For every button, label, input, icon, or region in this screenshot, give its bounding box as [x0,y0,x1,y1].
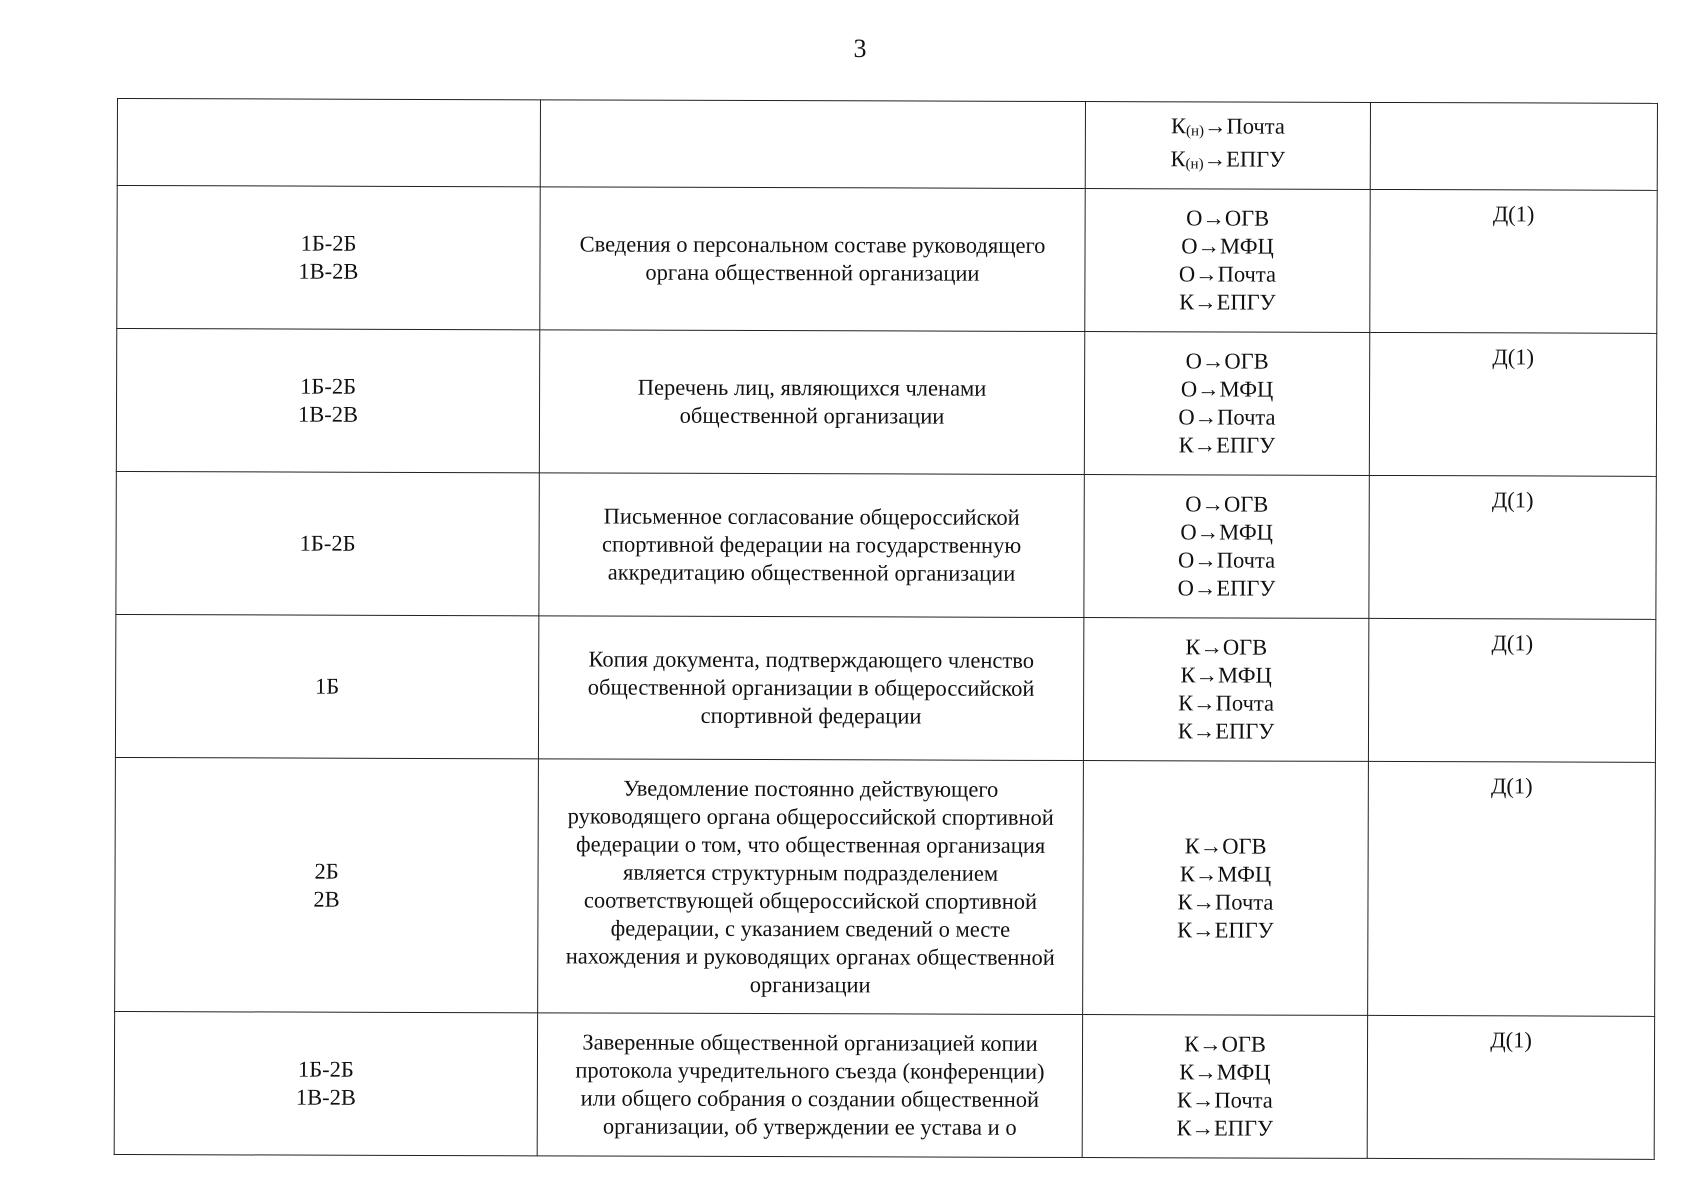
category-code: 1Б-2Б [300,373,357,399]
document-text-line: общественной организации в общероссийской [587,674,1035,701]
document-text-line: Заверенные общественной организацией копии [582,1029,1038,1056]
submission-method: О→Почта [1178,261,1277,287]
table-row [117,99,1657,191]
category-code: 1Б-2Б [300,230,357,256]
document-name-cell [537,1013,1082,1158]
requirement-cell: Д(1) [1369,332,1656,476]
document-name-cell [539,330,1084,475]
submission-method: К→ЕПГУ [1177,916,1274,943]
document-name-cell [538,616,1083,761]
document-text-line: Перечень лиц, являющихся членами [637,374,987,401]
submission-method: К→Почта [1178,690,1275,716]
documents-table [114,98,1658,1160]
submission-methods-cell [1083,618,1368,762]
submission-method: К→ОГВ [1184,832,1267,859]
document-name-cell [538,759,1084,1015]
document-text-line: протокола учредительного съезда (конференции) [575,1057,1045,1084]
submission-method: О→ОГВ [1185,348,1269,374]
submission-method: К→МФЦ [1180,662,1272,688]
document-text-line: организации [749,971,871,997]
submission-methods-cell [1084,475,1369,619]
submission-method: К→ЕПГУ [1177,718,1275,744]
document-name-cell [540,100,1085,189]
submission-methods-cell [1083,761,1369,1016]
submission-method: К→ОГВ [1185,634,1268,660]
document-text-line: или общего собрания о создании общественной [580,1085,1040,1112]
submission-method: К→МФЦ [1179,1059,1271,1085]
document-text-line: организации, об утверждении ее устава и о [602,1113,1017,1140]
submission-method: О→МФЦ [1180,519,1273,545]
document-text-line: Уведомление постоянно действующего [623,775,999,802]
document-text-line: Копия документа, подтверждающего членство [588,646,1035,673]
document-text-line: руководящего органа общероссийской спортивной [567,802,1054,830]
category-code: 2Б [314,858,339,884]
submission-method: О→ОГВ [1185,491,1269,517]
document-text-line: органа общественной организации [645,259,980,286]
document-name-cell [540,187,1085,332]
submission-method: К→ОГВ [1184,1031,1266,1057]
category-code: 1Б-2Б [299,530,356,556]
submission-method: К(н)→ЕПГУ [1170,146,1286,173]
requirement-cell [1370,102,1657,190]
table-row [115,614,1655,762]
table-row [114,1011,1654,1159]
document-text-line: спортивной федерации [700,702,922,729]
submission-methods-cell [1084,332,1369,476]
document-text-line: общественной организации [679,402,945,429]
submission-method: К→ЕПГУ [1178,432,1276,458]
document-text-line: соответствующей общероссийской спортивной [583,886,1038,914]
submission-methods-cell [1085,102,1370,190]
document-name-cell [539,473,1084,618]
category-code: 1В-2В [295,1084,356,1110]
submission-method: К→Почта [1176,1087,1273,1113]
submission-methods-cell [1085,189,1370,333]
applicant-category-cell [115,757,539,1012]
requirement-cell: Д(1) [1368,761,1656,1016]
submission-methods-cell [1082,1015,1367,1159]
document-text-line: аккредитацию общественной организации [607,559,1016,586]
applicant-category-cell [117,99,540,187]
table-row [116,329,1656,477]
submission-method: О→МФЦ [1181,233,1274,259]
requirement-cell: Д(1) [1368,618,1655,762]
category-code: 1Б-2Б [297,1056,354,1082]
category-code: 1Б [315,673,340,699]
category-code: 1В-2В [298,258,359,284]
document-text-line: нахождения и руководящих органах общественной [565,942,1055,970]
submission-method: К(н)→Почта [1170,113,1285,140]
submission-method: О→ОГВ [1186,205,1270,231]
submission-method: О→Почта [1178,404,1276,430]
applicant-category-cell [116,471,539,615]
table-row [115,757,1656,1016]
submission-method: К→МФЦ [1179,860,1272,887]
requirement-cell: Д(1) [1370,189,1657,333]
submission-method: К→ЕПГУ [1179,289,1276,315]
page-number: 3 [853,34,867,63]
document-text-line: спортивной федерации на государственную [601,531,1022,558]
applicant-category-cell [117,186,540,330]
submission-method: К→ЕПГУ [1176,1115,1274,1141]
applicant-category-cell [116,329,539,473]
submission-method: К→Почта [1177,888,1274,915]
category-code: 2В [313,886,340,912]
table-row [116,471,1656,619]
submission-method: О→ЕПГУ [1177,575,1276,601]
submission-method: О→МФЦ [1180,376,1274,402]
document-text-line: Сведения о персональном составе руководящего [579,231,1046,258]
submission-method: О→Почта [1177,547,1276,573]
requirement-cell: Д(1) [1367,1015,1654,1159]
document-text-line: Письменное согласование общероссийской [603,503,1020,530]
applicant-category-cell [114,1011,537,1155]
requirement-cell: Д(1) [1369,475,1656,619]
table-row [117,186,1657,334]
document-text-line: является структурным подразделением [623,859,999,886]
document-text-line: федерации о том, что общественная организация [576,830,1046,858]
applicant-category-cell [115,614,538,758]
document-text-line: федерации, с указанием сведений о месте [610,915,1011,942]
category-code: 1В-2В [297,401,359,427]
